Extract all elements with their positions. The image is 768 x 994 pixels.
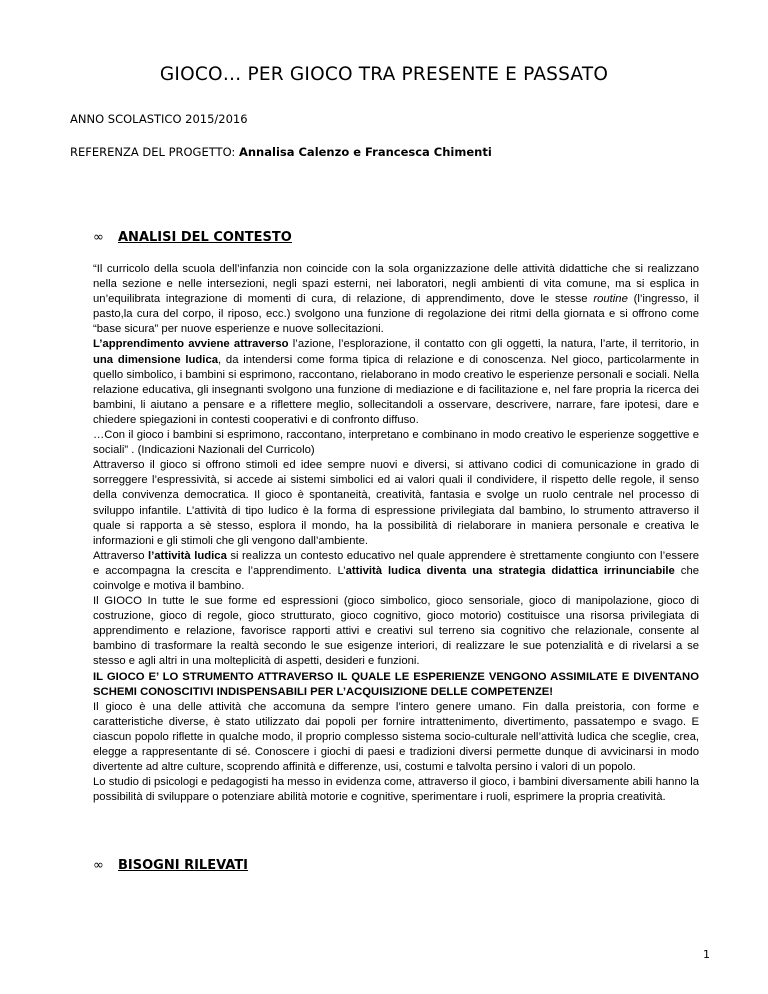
bullet-icon: ∞ [93,858,104,873]
paragraph-apprendimento: L’apprendimento avviene attraverso l’azione, l’esplorazione, il contatto con gli oggetti, la natura, l’arte, il territorio, in una dimensione ludica, da intendersi come forma tipica di relazione e di conoscenza. Nel gioco, particolarmente in quello simbolico, i bambini si esprimono, raccontano, rielaborano in modo creativo le esperienze personali e sociali. Nella relazione educativa, gli insegnanti svolgono una funzione di mediazione e di facilitazione e, nel fare propria la ricerca dei bambini, li aiutano a pensare e a riflettere meglio, sollecitandoli a osservare, descrivere, narrare, fare ipotesi, dare e chiedere spiegazioni in contesti cooperativi e di confronto diffuso. [93,338,700,426]
section-heading-text: BISOGNI RILEVATI [118,858,249,873]
section-heading-analisi [93,230,292,245]
document-title: GIOCO… PER GIOCO TRA PRESENTE E PASSATO [159,64,609,85]
paragraph-diversamente-abili: Lo studio di psicologi e pedagogisti ha messo in evidenza come, attraverso il gioco, i bambini diversamente abili hanno la possibilità di sviluppare o potenziare abilità motorie e cognitive, sperimentare i ruoli, esprimere la propria creatività. [93,776,699,804]
section-heading-text: ANALISI DEL CONTESTO [118,230,292,245]
section-heading-bisogni [93,858,248,873]
referent-label: REFERENZA DEL PROGETTO: [70,145,239,159]
analisi-body [93,262,699,805]
paragraph-citazione: …Con il gioco i bambini si esprimono, raccontano, interpretano e combinano in modo creativo le esperienze soggettive e sociali” . (Indicazioni Nazionali del Curricolo) [93,429,699,457]
paragraph-enfasi: IL GIOCO E’ LO STRUMENTO ATTRAVERSO IL QUALE LE ESPERIENZE VENGONO ASSIMILATE E DIVENTANO SCHEMI CONOSCITIVI INDISPENSABILI PER L’ACQUISIZIONE DELLE COMPETENZE! [93,670,699,698]
routine-italic: routine [593,293,628,306]
paragraph-stimoli: Attraverso il gioco si offrono stimoli ed idee sempre nuovi e diversi, si attivano codici di comunicazione in grado di sorreggere l’espressività, si accede ai sistemi simbolici ed ai valori quali il condividere, il rispetto delle regole, il senso della convivenza democratica. Il gioco è spontaneità, creatività, fantasia e svolge un ruolo centrale nel processo di sviluppo infantile. L’attività di tipo ludico è la forma di espressione privilegiata dal bambino, lo strumento attraverso il quale si rapporta a sè stesso, esplora il mondo, ha la possibilità di rielaborare in maniera personale e creativa le informazioni e gli stimoli che gli vengono dall’ambiente. [93,459,699,547]
project-referents [70,145,492,159]
paragraph-curricolo: “Il curricolo della scuola dell’infanzia non coincide con la sola organizzazione delle attività didattiche che si realizzano nella sezione e nelle intersezioni, negli spazi esterni, nei laboratori, negli ambienti di vita comune, ma si esplica in un’equilibrata integrazione di momenti di cura, di relazione, di apprendimento, dove le stesse routine (l’ingresso, il pasto,la cura del corpo, il riposo, ecc.) svolgono una funzione di regolazione dei ritmi della giornata e si offrono come “base sicura” per nuove esperienze e nuove sollecitazioni. [93,263,699,336]
referent-names: Annalisa Calenzo e Francesca Chimenti [238,145,492,159]
page-number: 1 [703,948,710,961]
bullet-icon: ∞ [93,230,104,245]
paragraph-storia-gioco: Il gioco è una delle attività che accomuna da sempre l’intero genere umano. Fin dalla preistoria, con forme e caratteristiche diverse, è stato utilizzato dai popoli per fornire intrattenimento, divertimento, passatempo e svago. E ciascun popolo riflette in qualche modo, il proprio complesso sistema socio-culturale nell’attività ludica che sceglie, crea, elegge a rappresentante di sé. Conoscere i giochi di paesi e tradizioni diversi permette dunque di avvicinarsi in modo divertente ad altre culture, scoprendo affinità e differenze, usi, costumi e talvolta persino i valori di un popolo. [93,700,699,774]
school-year: ANNO SCOLASTICO 2015/2016 [70,112,248,126]
paragraph-attivita-ludica: Attraverso l’attività ludica si realizza un contesto educativo nel quale apprendere è strettamente congiunto con l’essere e accompagna la crescita e l’apprendimento. L’attività ludica diventa una strategia didattica irrinunciabile che coinvolge e motiva il bambino. [93,549,700,592]
paragraph-forme-gioco: Il GIOCO In tutte le sue forme ed espressioni (gioco simbolico, gioco sensoriale, gioco di manipolazione, gioco di costruzione, gioco di regole, gioco strutturato, gioco cognitivo, gioco motorio) costituisce una risorsa privilegiata di apprendimento e relazione, favorisce rapporti attivi e creativi sul terreno sia cognitivo che relazionale, consente al bambino di trasformare la realtà secondo le sue esigenze interiori, di realizzare le sue potenzialità e di rivelarsi a se stesso e agli altri in una molteplicità di aspetti, desideri e funzioni. [93,595,699,668]
